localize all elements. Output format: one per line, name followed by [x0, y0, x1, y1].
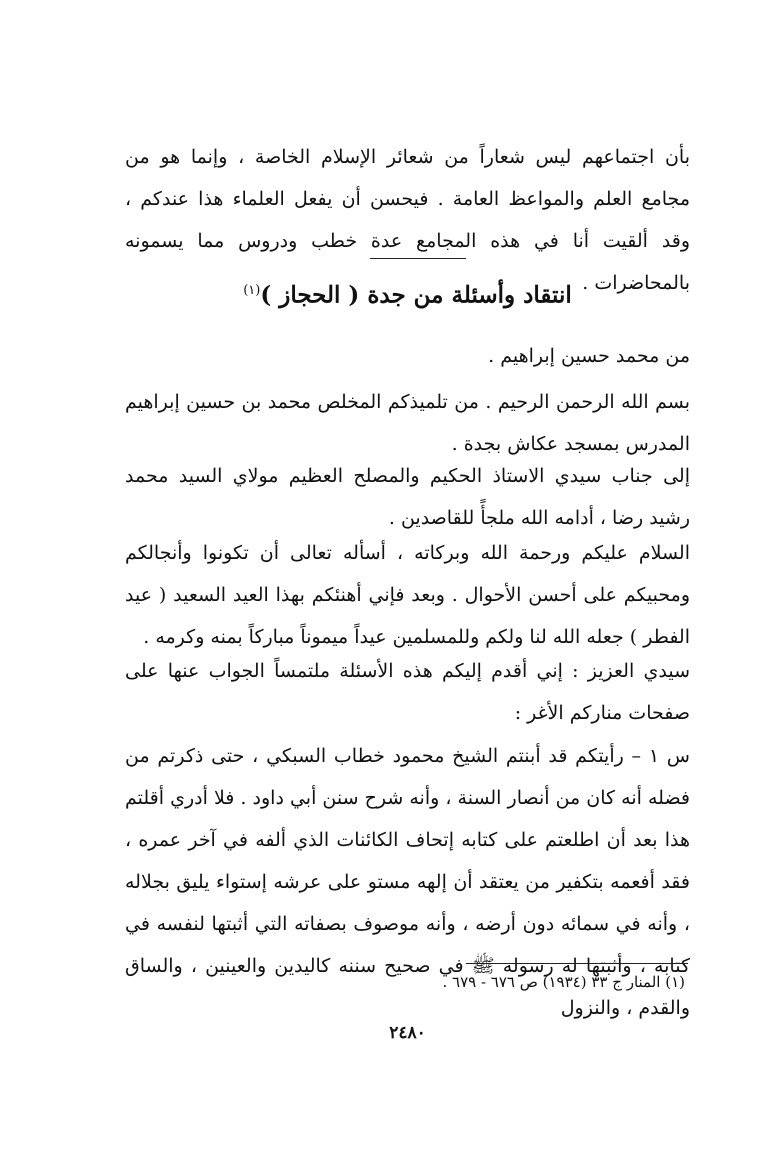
intro-paragraph: بأن اجتماعهم ليس شعاراً من شعائر الإسلام الخاصة ، وإنما هو من مجامع العلم والمواعظ العامة . فيحسن أن يفعل العلماء هذا عندكم ، وقد ألقيت أنا في هذه المجامع عدة خطب ودروس مما يسمونه بالمحاضرات .	[125, 146, 690, 294]
question-1: س ١ – رأيتكم قد أبنتم الشيخ محمود خطاب السبكي ، حتى ذكرتم من فضله أنه كان من أنصار السنة ، وأنه شرح سنن أبي داود . فلا أدري أقلتم هذا بعد أن اطلعتم على كتابه إتحاف الكائنات الذي ألفه في آخر عمره ، فقد أفعمه بتكفير من يعتقد أن إلهه مستو على عرشه إستواء يليق بجلاله ، وأنه في سمائه دون أرضه ، وأنه موصوف بصفاته التي أثبتها لنفسه في كتابه ، وأثبتها له رسوله ﷺ في صحيح سننه كاليدين والعينين ، والساق والقدم ، والنزول	[125, 745, 691, 1019]
letter-greeting: السلام عليكم ورحمة الله وبركاته ، أسأله تعالى أن تكونوا وأنجالكم ومحبيكم على أحسن الأحوال . وبعد فإني أهنئكم بهذا العيد السعيد ( عيد الفطر ) جعله الله لنا ولكم وللمسلمين عيداً ميموناً مباركاً بمنه وكرمه .	[125, 542, 690, 648]
page-number: ٢٤٨٠	[389, 1023, 426, 1043]
footnote-separator-rule	[466, 963, 688, 964]
letter-basmala: بسم الله الرحمن الرحيم . من تلميذكم المخلص محمد بن حسين إبراهيم المدرس بمسجد عكاش بجدة .	[125, 391, 690, 455]
title-separator-rule	[370, 258, 466, 259]
letter-sender-block	[125, 335, 690, 377]
letter-questions-intro-block	[125, 650, 690, 734]
letter-questions-intro: سيدي العزيز : إني أقدم إليكم هذه الأسئلة ملتمساً الجواب عنها على صفحات مناركم الأغر :	[125, 660, 690, 724]
letter-address: إلى جناب سيدي الاستاذ الحكيم والمصلح العظيم مولاي السيد محمد رشيد رضا ، أدامه الله ملجأً للقاصدين .	[125, 465, 690, 529]
section-title	[125, 270, 690, 317]
footnote: (١) المنار ج ٣٣ (١٩٣٤) ص ٦٧٦ - ٦٧٩ .	[442, 973, 685, 991]
letter-sender: من محمد حسين إبراهيم .	[488, 345, 690, 367]
section-title-footnote-mark: (١)	[243, 283, 261, 298]
letter-greeting-block	[125, 532, 690, 658]
section-title-text: انتقاد وأسئلة من جدة ( الحجاز )	[260, 281, 572, 309]
letter-basmala-block	[125, 381, 690, 465]
letter-address-block	[125, 455, 690, 539]
